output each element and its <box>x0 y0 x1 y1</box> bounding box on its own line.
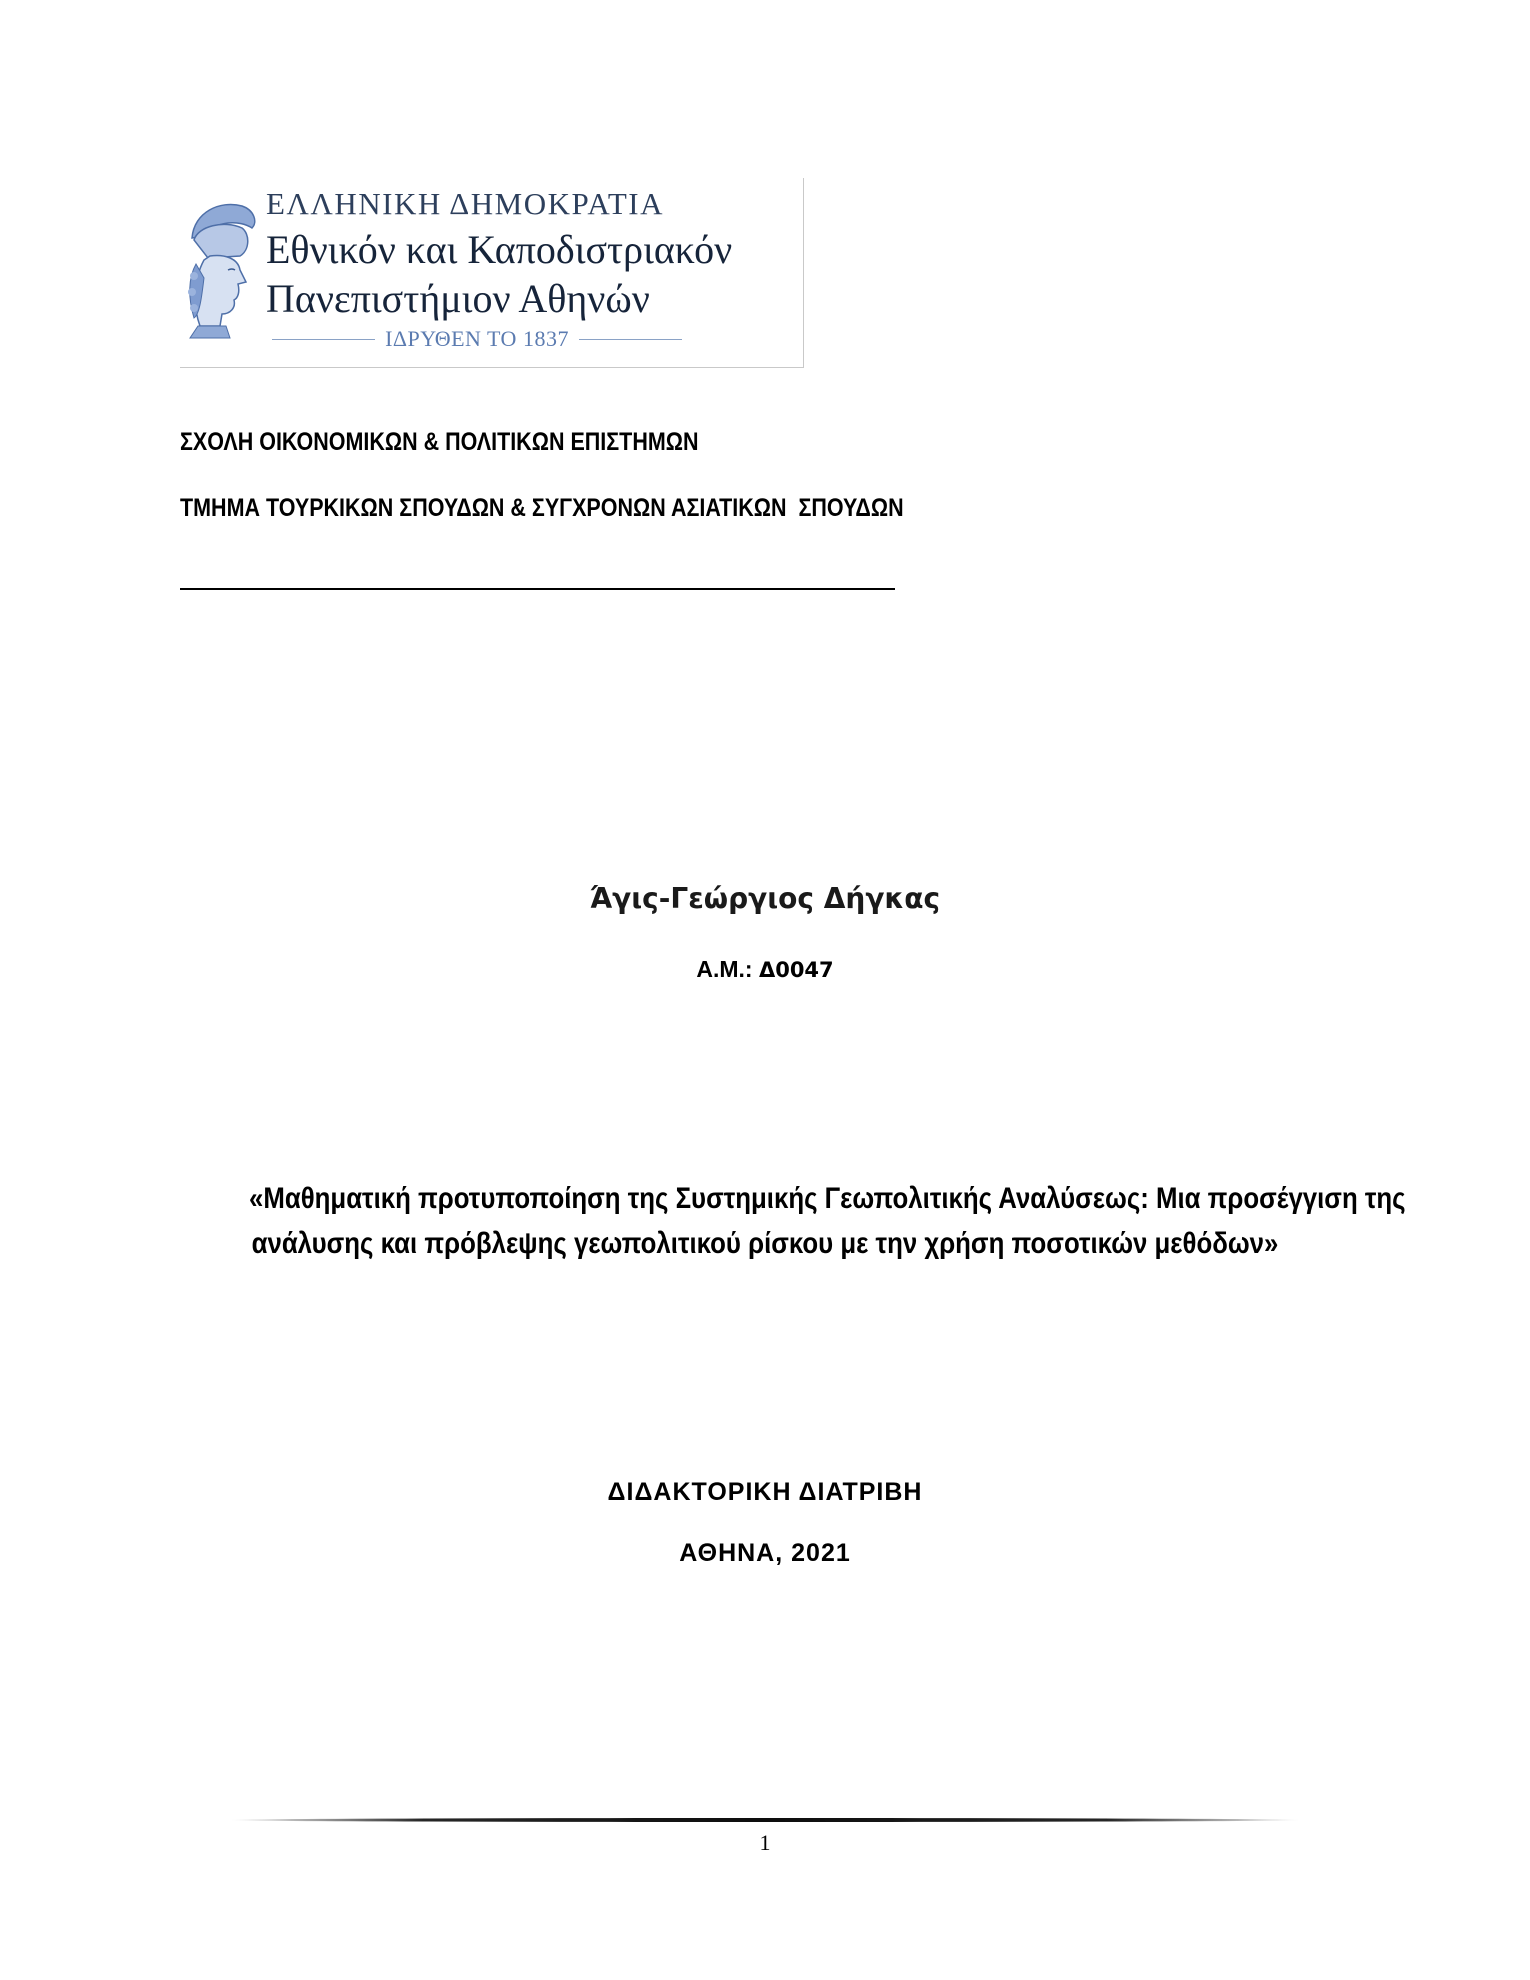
footer-divider <box>230 1818 1300 1822</box>
athena-head-icon <box>180 198 260 340</box>
school-name: ΣΧΟΛΗ ΟΙΚΟΝΟΜΙΚΩΝ & ΠΟΛΙΤΙΚΩΝ ΕΠΙΣΤΗΜΩΝ <box>180 428 699 456</box>
page-number: 1 <box>759 1830 771 1855</box>
logo-republic-text: ΕΛΛΗΝΙΚΗ ΔΗΜΟΚΡΑΤΙΑ <box>266 186 665 221</box>
thesis-title <box>249 1176 1406 1266</box>
student-id <box>0 956 1530 983</box>
logo-university-name-line1: Εθνικόν και Καποδιστριακόν <box>266 227 733 272</box>
logo-founded-rule-left <box>272 339 375 340</box>
logo-founded-rule-right <box>579 339 682 340</box>
logo-university-name-line2: Πανεπιστήμιον Αθηνών <box>266 276 650 321</box>
thesis-title-line2: ανάλυσης και πρόβλεψης γεωπολιτικού ρίσκου με την χρήση ποσοτικών μεθόδων» <box>251 1227 1279 1260</box>
author-name: Άγις-Γεώργιος Δήγκας <box>589 882 941 915</box>
thesis-title-line1: «Μαθηματική προτυποποίηση της Συστημικής Γεωπολιτικής Αναλύσεως: Μια προσέγγιση της <box>249 1182 1406 1215</box>
department-name: ΤΜΗΜΑ ΤΟΥΡΚΙΚΩΝ ΣΠΟΥΔΩΝ & ΣΥΓΧΡΟΝΩΝ ΑΣΙΑΤΙΚΩΝ ΣΠΟΥΔΩΝ <box>180 494 904 522</box>
logo-founded-row <box>272 326 682 352</box>
logo-founded-text: ΙΔΡΥΘΕΝ ΤΟ 1837 <box>385 326 569 351</box>
student-id-label: Α.Μ.: <box>696 956 753 982</box>
student-id-value: Δ0047 <box>758 958 834 982</box>
header-divider <box>180 588 895 590</box>
university-logo <box>180 178 804 368</box>
place-and-year: ΑΘΗΝΑ, 2021 <box>679 1539 851 1567</box>
thesis-type: ΔΙΔΑΚΤΟΡΙΚΗ ΔΙΑΤΡΙΒΗ <box>607 1478 923 1506</box>
